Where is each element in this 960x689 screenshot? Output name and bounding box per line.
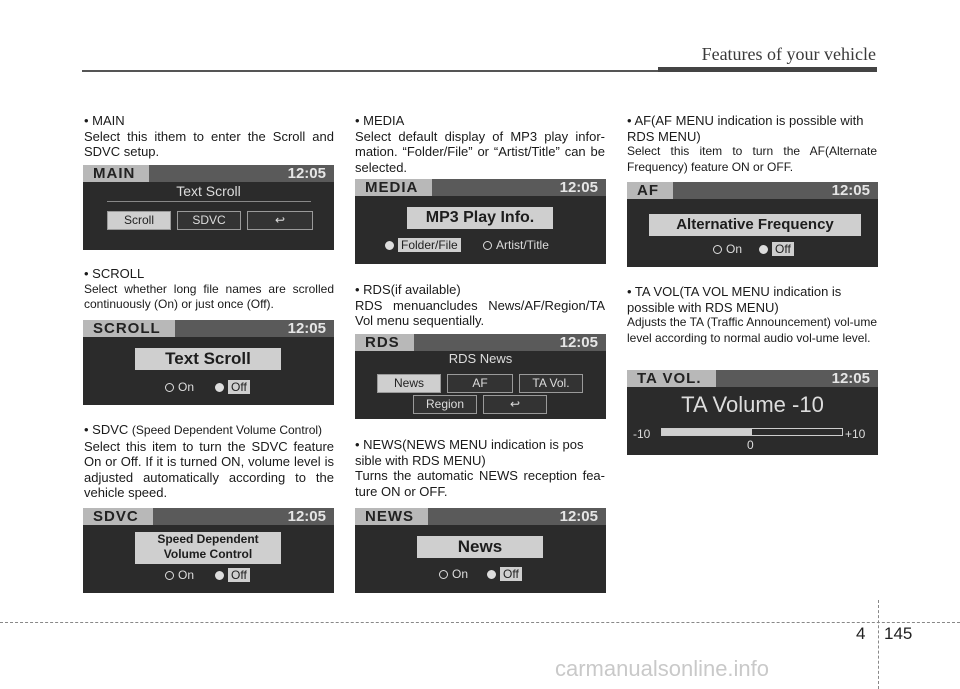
screen-tag: MAIN <box>83 165 149 182</box>
rds-heading: • RDS(if available) <box>355 282 461 297</box>
on-label: On <box>178 380 195 394</box>
volume-slider-fill <box>662 429 752 435</box>
news-button[interactable]: News <box>377 374 441 393</box>
media-screen <box>355 179 606 264</box>
option-title <box>135 532 281 564</box>
scroll-heading: • SCROLL <box>84 266 145 281</box>
footer-rule <box>0 622 960 623</box>
option-title-line2: Volume Control <box>163 547 253 561</box>
radio-selected-icon <box>759 245 768 254</box>
on-option[interactable] <box>165 568 194 582</box>
on-option[interactable] <box>439 567 468 581</box>
radio-icon <box>439 570 448 579</box>
af-screen <box>627 182 878 267</box>
screen-clock: 12:05 <box>559 179 598 196</box>
screen-clock: 12:05 <box>559 508 598 525</box>
screen-tag: SCROLL <box>83 320 175 337</box>
main-heading: • MAIN <box>84 113 125 128</box>
screen-divider <box>107 201 311 202</box>
sdvc-heading-text: • SDVC <box>84 422 129 437</box>
off-label: Off <box>228 380 250 394</box>
tavol-heading: • TA VOL(TA VOL MENU indication is possible with RDS MENU) <box>627 284 842 315</box>
main-section <box>84 113 334 160</box>
main-screen <box>83 165 334 250</box>
screen-clock: 12:05 <box>559 334 598 351</box>
sdvc-description: Select this item to turn the SDVC feature On or Off. If it is turned ON, volume level is adjusted automatically according to the vehicle speed. <box>84 438 334 500</box>
artist-title-option[interactable] <box>483 238 549 252</box>
radio-selected-icon <box>385 241 394 250</box>
screen-clock: 12:05 <box>831 370 870 387</box>
screen-tag: AF <box>627 182 673 199</box>
screen-tag: SDVC <box>83 508 153 525</box>
option-title-line1: Speed Dependent <box>157 532 259 546</box>
news-heading: • NEWS(NEWS MENU indication is pos sible with RDS MENU) <box>355 437 584 468</box>
screen-subtitle: RDS News <box>448 351 513 366</box>
radio-icon <box>713 245 722 254</box>
option-title: TA Volume -10 <box>681 392 824 417</box>
back-button[interactable]: ↩ <box>483 395 547 414</box>
folder-file-label: Folder/File <box>398 238 461 252</box>
rds-section <box>355 282 605 329</box>
screen-tag: NEWS <box>355 508 428 525</box>
scroll-section <box>84 266 334 313</box>
radio-selected-icon <box>487 570 496 579</box>
screen-subtitle: Text Scroll <box>176 183 241 199</box>
media-heading: • MEDIA <box>355 113 405 128</box>
radio-icon <box>483 241 492 250</box>
screen-tag: TA VOL. <box>627 370 716 387</box>
artist-title-label: Artist/Title <box>496 238 549 252</box>
on-label: On <box>726 242 743 256</box>
sdvc-screen <box>83 508 334 593</box>
screen-clock: 12:05 <box>831 182 870 199</box>
news-section <box>355 437 605 499</box>
page-number: 145 <box>884 624 913 643</box>
screen-clock: 12:05 <box>287 508 326 525</box>
off-option[interactable] <box>215 380 250 394</box>
off-label: Off <box>228 568 250 582</box>
radio-icon <box>165 571 174 580</box>
tavol-section <box>627 284 877 346</box>
header-rule-accent <box>658 67 877 72</box>
option-title: Text Scroll <box>135 348 281 370</box>
af-heading: • AF(AF MENU indication is possible with RDS MENU) <box>627 113 864 144</box>
slider-min-label: -10 <box>633 427 651 441</box>
sdvc-button[interactable]: SDVC <box>177 211 241 230</box>
media-section <box>355 113 605 175</box>
sdvc-heading-subtitle: (Speed Dependent Volume Control) <box>131 423 323 437</box>
rds-description: RDS menuancludes News/AF/Region/TA Vol menu sequentially. <box>355 297 605 328</box>
sdvc-section <box>84 422 334 501</box>
radio-selected-icon <box>215 383 224 392</box>
on-label: On <box>452 567 469 581</box>
option-title: Alternative Frequency <box>649 214 861 236</box>
scroll-description: Select whether long file names are scrolled continuously (On) or just once (Off). <box>84 281 334 311</box>
chapter-number: 4 <box>856 624 866 643</box>
radio-selected-icon <box>215 571 224 580</box>
tavol-description: Adjusts the TA (Traffic Announcement) vol-ume level according to normal audio vol-ume level. <box>627 315 877 345</box>
section-title: Features of your vehicle <box>701 44 876 64</box>
screen-tag: MEDIA <box>355 179 432 196</box>
tavol-screen <box>627 370 878 455</box>
media-description: Select default display of MP3 play infor-mation. “Folder/File” or “Artist/Title” can be selected. <box>355 128 605 175</box>
slider-mid-label: 0 <box>747 438 754 452</box>
screen-clock: 12:05 <box>287 320 326 337</box>
on-option[interactable] <box>713 242 742 256</box>
option-title: MP3 Play Info. <box>407 207 553 229</box>
ta-vol-button[interactable]: TA Vol. <box>519 374 583 393</box>
folder-file-option[interactable] <box>385 238 461 252</box>
radio-icon <box>165 383 174 392</box>
off-label: Off <box>500 567 522 581</box>
option-title: News <box>417 536 543 558</box>
rds-screen <box>355 334 606 419</box>
region-button[interactable]: Region <box>413 395 477 414</box>
af-section <box>627 113 877 175</box>
af-description: Select this item to turn the AF(Alternate Frequency) feature ON or OFF. <box>627 144 877 174</box>
off-option[interactable] <box>759 242 794 256</box>
news-description: Turns the automatic NEWS reception fea-ture ON or OFF. <box>355 468 605 499</box>
news-screen <box>355 508 606 593</box>
off-option[interactable] <box>215 568 250 582</box>
scroll-screen <box>83 320 334 405</box>
footer-divider <box>878 600 879 689</box>
off-label: Off <box>772 242 794 256</box>
volume-slider[interactable] <box>661 428 843 436</box>
af-button[interactable]: AF <box>447 374 513 393</box>
scroll-button[interactable]: Scroll <box>107 211 171 230</box>
sdvc-heading <box>84 422 334 439</box>
watermark-text: carmanualsonline.info <box>555 656 770 681</box>
screen-tag: RDS <box>355 334 414 351</box>
on-label: On <box>178 568 195 582</box>
screen-clock: 12:05 <box>287 165 326 182</box>
back-button[interactable]: ↩ <box>247 211 313 230</box>
on-option[interactable] <box>165 380 194 394</box>
main-description: Select this ithem to enter the Scroll and SDVC setup. <box>84 128 334 159</box>
slider-max-label: +10 <box>845 427 866 441</box>
off-option[interactable] <box>487 567 522 581</box>
